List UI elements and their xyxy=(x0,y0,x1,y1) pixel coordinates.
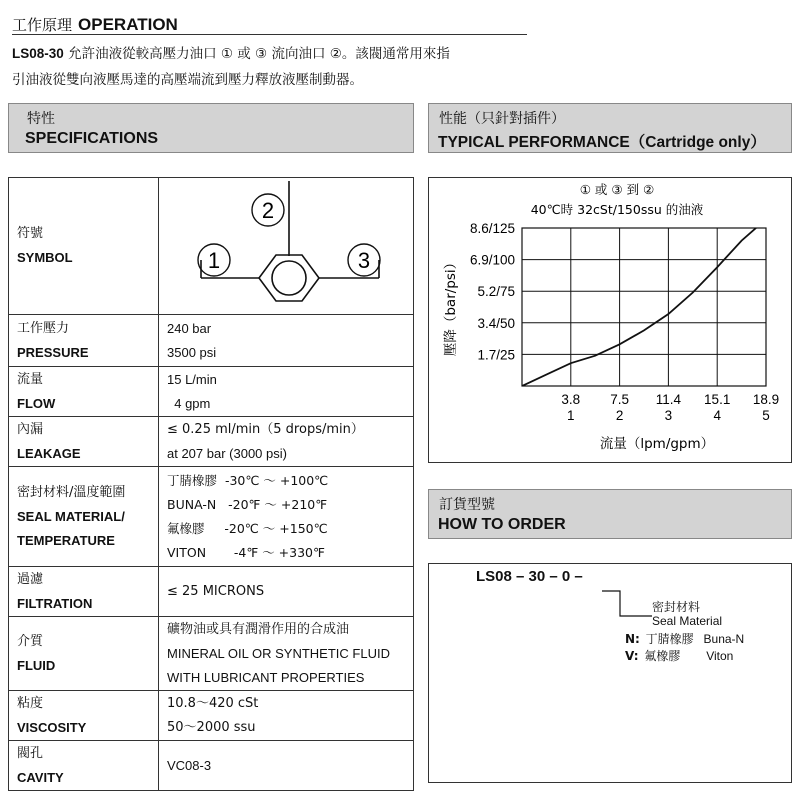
option-code: V: xyxy=(625,649,639,663)
specs-header-en: SPECIFICATIONS xyxy=(25,130,159,147)
spec-label-cn: 內漏 xyxy=(17,421,44,437)
x-tick-label-gpm: 5 xyxy=(762,408,770,423)
spec-value-cell xyxy=(159,567,414,617)
spec-value: 丁腈橡膠 -30℃ ～ +100℃ xyxy=(167,472,329,488)
y-tick-label: 8.6/125 xyxy=(469,221,515,236)
symbol-cell xyxy=(159,178,414,315)
spec-value: 礦物油或具有潤滑作用的合成油 xyxy=(167,621,350,637)
order-header xyxy=(428,489,792,539)
spec-label-en: SYMBOL xyxy=(17,250,73,265)
chart-series xyxy=(522,219,766,386)
y-tick-label: 3.4/50 xyxy=(477,315,515,331)
x-tick-label-gpm: 3 xyxy=(664,408,673,423)
port-2-label: 2 xyxy=(261,198,275,223)
spec-value-cell xyxy=(159,417,414,467)
perf-header-cn: 性能（只針對插件） xyxy=(439,111,565,127)
operation-underline xyxy=(12,34,527,35)
perf-header xyxy=(428,103,792,153)
spec-label-cell xyxy=(9,567,159,617)
spec-label-en: LEAKAGE xyxy=(17,445,81,461)
spec-value: 50～2000 ssu xyxy=(167,719,256,735)
order-header-en: HOW TO ORDER xyxy=(438,516,566,533)
chart-y-ticks xyxy=(470,221,515,362)
spec-value: 15 L/min xyxy=(167,371,217,387)
spec-value: 3500 psi xyxy=(167,344,217,360)
operation-title xyxy=(12,14,178,35)
x-tick-label-lpm: 7.5 xyxy=(610,392,629,407)
spec-value: 240 bar xyxy=(167,320,212,336)
spec-label-cn: 流量 xyxy=(17,371,44,387)
spec-label-cell xyxy=(9,178,159,315)
operation-title-cn: 工作原理 xyxy=(12,16,73,34)
chart-grid xyxy=(522,228,766,386)
chart-frame xyxy=(522,228,766,386)
shuttle-valve-symbol xyxy=(159,178,431,314)
x-tick-label-gpm: 2 xyxy=(615,408,624,423)
option-cn: 氟橡膠 xyxy=(644,649,681,663)
spec-label-cn: 過濾 xyxy=(17,571,44,587)
spec-row-fluid xyxy=(9,617,414,691)
order-bracket xyxy=(600,586,660,626)
spec-label-cn: 粘度 xyxy=(17,695,44,711)
spec-label-cn: 密封材料/溫度範圍 xyxy=(17,484,126,500)
spec-row-symbol xyxy=(9,178,414,315)
spec-label-cn: 介質 xyxy=(17,633,44,649)
spec-row-flow xyxy=(9,367,414,417)
spec-label-cn: 工作壓力 xyxy=(17,320,70,336)
x-tick-label-lpm: 18.9 xyxy=(752,392,780,407)
spec-label-cell xyxy=(9,315,159,367)
spec-value: VITON -4℉ ～ +330℉ xyxy=(167,544,325,560)
x-tick-label-lpm: 3.8 xyxy=(561,392,581,407)
x-tick-label-gpm: 4 xyxy=(713,408,721,423)
series-line xyxy=(522,219,766,386)
spec-label-en: FLOW xyxy=(17,395,56,411)
spec-label-en: PRESSURE xyxy=(17,344,89,360)
spec-label-cell xyxy=(9,741,159,791)
spec-value: WITH LUBRICANT PROPERTIES xyxy=(167,669,365,685)
spec-row-viscosity xyxy=(9,691,414,741)
x-tick-label-gpm: 1 xyxy=(567,408,575,423)
spec-value-cell xyxy=(159,315,414,367)
pressure-drop-chart xyxy=(429,178,791,462)
spec-value: at 207 bar (3000 psi) xyxy=(167,445,287,461)
spec-row-filtration xyxy=(9,567,414,617)
port-1-label: 1 xyxy=(207,248,221,273)
spec-value: MINERAL OIL OR SYNTHETIC FLUID xyxy=(167,645,390,661)
spec-label-en: CAVITY xyxy=(17,769,64,785)
spec-label-cell xyxy=(9,367,159,417)
specs-header xyxy=(8,103,414,153)
operation-desc-line1 xyxy=(12,42,450,62)
option-cn: 丁腈橡膠 xyxy=(645,632,694,646)
spec-value-cell xyxy=(159,691,414,741)
spec-label-cn: 符號 xyxy=(17,226,44,241)
spec-value: ≤ 25 MICRONS xyxy=(167,583,265,599)
performance-chart-box xyxy=(428,177,792,463)
chart-x-ticks xyxy=(561,392,779,423)
chart-ylabel: 壓降（bar/psi） xyxy=(443,255,459,357)
x-tick-label-lpm: 15.1 xyxy=(704,392,731,407)
spec-label-en2: TEMPERATURE xyxy=(17,532,115,548)
spec-value-cell xyxy=(159,741,414,791)
order-option-n xyxy=(625,630,744,647)
spec-value: 4 gpm xyxy=(167,395,211,411)
spec-row-cavity xyxy=(9,741,414,791)
seal-material-cn: 密封材料 xyxy=(652,600,701,614)
y-tick-label: 6.9/100 xyxy=(469,252,515,268)
option-en: Buna-N xyxy=(703,632,745,646)
model-code: LS08-30 xyxy=(12,46,64,61)
chart-xlabel: 流量（lpm/gpm） xyxy=(599,436,715,452)
y-tick-label: 1.7/25 xyxy=(477,347,515,363)
order-header-cn: 訂貨型號 xyxy=(439,497,495,513)
spec-label-cell xyxy=(9,691,159,741)
option-code: N: xyxy=(625,632,640,646)
spec-value-cell xyxy=(159,367,414,417)
port-3-label: 3 xyxy=(357,248,371,273)
perf-header-en: TYPICAL PERFORMANCE（Cartridge only） xyxy=(438,134,766,151)
spec-value: ≤ 0.25 ml/min（5 drops/min） xyxy=(167,421,364,437)
spec-value: BUNA-N -20℉ ～ +210℉ xyxy=(167,496,328,512)
spec-label-cn: 閥孔 xyxy=(17,745,44,761)
x-tick-label-lpm: 11.4 xyxy=(655,392,682,407)
spec-value-cell xyxy=(159,617,414,691)
specs-header-cn: 特性 xyxy=(27,111,55,127)
spec-label-en: VISCOSITY xyxy=(17,719,87,735)
seal-material-en: Seal Material xyxy=(652,614,723,628)
spec-value: 氟橡膠 -20℃ ～ +150℃ xyxy=(167,520,328,536)
y-tick-label: 5.2/75 xyxy=(477,284,515,300)
option-en: Viton xyxy=(706,649,734,663)
spec-label-cell xyxy=(9,417,159,467)
order-option-v xyxy=(625,647,733,664)
spec-label-en: FILTRATION xyxy=(17,595,93,611)
spec-label-cell xyxy=(9,617,159,691)
spec-label-en: SEAL MATERIAL/ xyxy=(17,508,125,524)
desc-text-1: 允許油液從較高壓力油口 ① 或 ③ 流向油口 ②。該閥通常用來指 xyxy=(68,46,450,62)
operation-desc-line2: 引油液從雙向液壓馬達的高壓端流到壓力釋放液壓制動器。 xyxy=(12,72,363,88)
operation-title-en: OPERATION xyxy=(78,15,178,34)
spec-value: VC08-3 xyxy=(167,757,212,773)
chart-title: ① 或 ③ 到 ② xyxy=(579,182,655,197)
spec-row-seal xyxy=(9,467,414,567)
spec-label-en: FLUID xyxy=(17,657,56,673)
chart-subtitle: 40℃時 32cSt/150ssu 的油液 xyxy=(530,202,704,217)
spec-label-cell xyxy=(9,467,159,567)
spec-value-cell xyxy=(159,467,414,567)
spec-row-leakage xyxy=(9,417,414,467)
specs-table xyxy=(8,177,414,791)
spec-value: 10.8～420 cSt xyxy=(167,695,259,711)
spec-row-pressure xyxy=(9,315,414,367)
order-code: LS08 – 30 – 0 – xyxy=(476,568,583,585)
